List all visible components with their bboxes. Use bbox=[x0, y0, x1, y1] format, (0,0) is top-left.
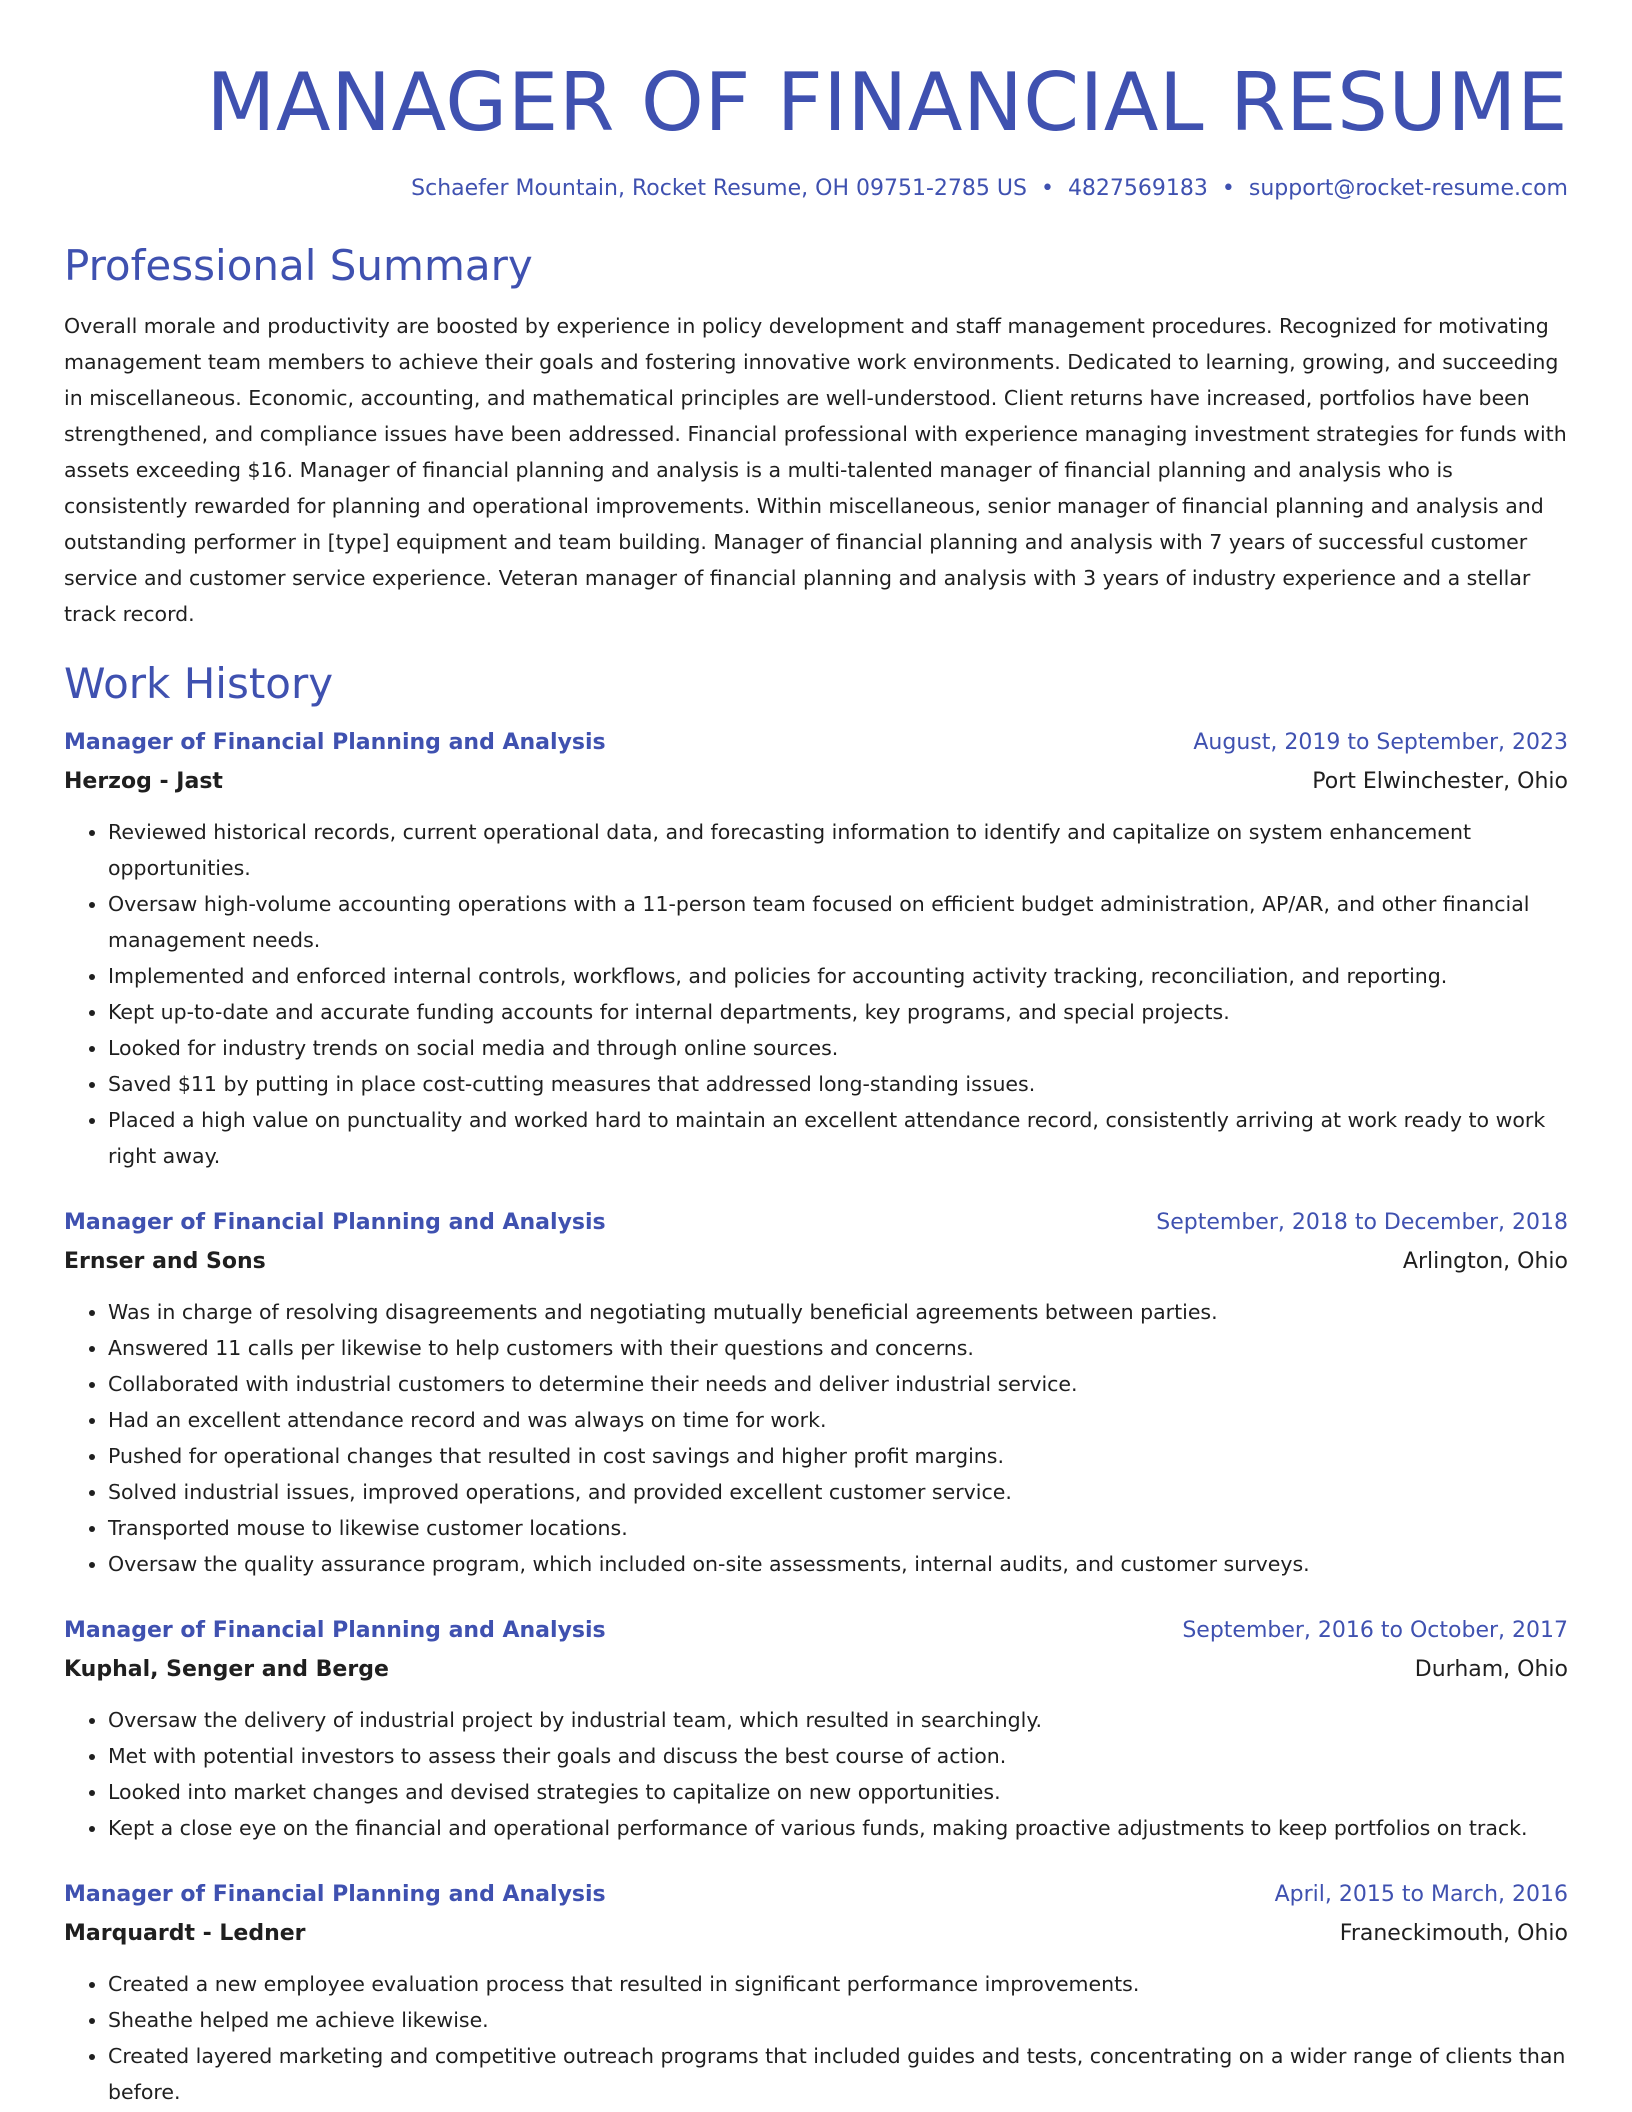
contact-separator: • bbox=[1221, 176, 1235, 201]
contact-address: Schaefer Mountain, Rocket Resume, OH 09751-2785 US bbox=[411, 176, 1027, 201]
job-location: Arlington, Ohio bbox=[1402, 1249, 1568, 1274]
contact-line bbox=[64, 174, 1568, 204]
job-bullet: • Solved industrial issues, improved operations, and provided excellent customer service. bbox=[108, 1474, 1568, 1510]
job-bullet: • Answered 11 calls per likewise to help customers with their questions and concerns. bbox=[108, 1330, 1568, 1366]
job-dates: September, 2016 to October, 2017 bbox=[1182, 1618, 1568, 1643]
work-history-heading: Work History bbox=[64, 659, 334, 708]
job-bullet: • Had an excellent attendance record and was always on time for work. bbox=[108, 1402, 1568, 1438]
job-entry bbox=[64, 724, 1568, 1174]
job-entry bbox=[64, 1612, 1568, 1846]
job-title: Manager of Financial Planning and Analysis bbox=[64, 730, 606, 755]
job-dates: August, 2019 to September, 2023 bbox=[1193, 730, 1568, 755]
job-entry bbox=[64, 1204, 1568, 1582]
job-bullet: • Saved $11 by putting in place cost-cutting measures that addressed long-standing issues. bbox=[108, 1066, 1568, 1102]
job-bullet: • Kept a close eye on the financial and operational performance of various funds, making proactive adjustments to keep portfolios on track. bbox=[108, 1810, 1568, 1846]
job-bullets bbox=[64, 1966, 1568, 2110]
job-bullet: • Pushed for operational changes that resulted in cost savings and higher profit margins. bbox=[108, 1438, 1568, 1474]
contact-email: support@rocket-resume.com bbox=[1248, 176, 1568, 201]
job-dates: September, 2018 to December, 2018 bbox=[1156, 1210, 1568, 1235]
job-entry bbox=[64, 1876, 1568, 2110]
contact-separator: • bbox=[1040, 176, 1054, 201]
job-dates: April, 2015 to March, 2016 bbox=[1274, 1882, 1568, 1907]
summary-heading: Professional Summary bbox=[64, 241, 533, 290]
job-title: Manager of Financial Planning and Analysis bbox=[64, 1882, 606, 1907]
job-bullet: • Looked for industry trends on social media and through online sources. bbox=[108, 1030, 1568, 1066]
job-company: Marquardt - Ledner bbox=[64, 1921, 306, 1946]
job-bullet: • Created layered marketing and competitive outreach programs that included guides and tests, concentrating on a wider range of clients than before. bbox=[108, 2038, 1568, 2110]
job-bullet: • Reviewed historical records, current operational data, and forecasting information to identify and capitalize on system enhancement opportunities. bbox=[108, 814, 1568, 886]
job-location: Durham, Ohio bbox=[1414, 1657, 1568, 1682]
job-location: Port Elwinchester, Ohio bbox=[1312, 769, 1568, 794]
job-bullet: • Created a new employee evaluation process that resulted in significant performance improvements. bbox=[108, 1966, 1568, 2002]
job-title: Manager of Financial Planning and Analysis bbox=[64, 1618, 606, 1643]
job-company: Ernser and Sons bbox=[64, 1249, 266, 1274]
job-bullet: • Was in charge of resolving disagreements and negotiating mutually beneficial agreements between parties. bbox=[108, 1294, 1568, 1330]
summary-text: Overall morale and productivity are boosted by experience in policy development and staff management procedures. Recognized for motivating management team members to achieve their goals and fostering innovative work environments. Dedicated to learning, growing, and succeeding in miscellaneous. Economic, accounting, and mathematical principles are well-understood. Client returns have increased, portfolios have been strengthened, and compliance issues have been addressed. Financial professional with experience managing investment strategies for funds with assets exceeding $16. Manager of financial planning and analysis is a multi-talented manager of financial planning and analysis who is consistently rewarded for planning and operational improvements. Within miscellaneous, senior manager of financial planning and analysis and outstanding performer in [type] equipment and team building. Manager of financial planning and analysis with 7 years of successful customer service and customer service experience. Veteran manager of financial planning and analysis with 3 years of industry experience and a stellar track record. bbox=[64, 314, 1567, 626]
job-bullet: • Collaborated with industrial customers to determine their needs and deliver industrial service. bbox=[108, 1366, 1568, 1402]
job-company: Herzog - Jast bbox=[64, 769, 223, 794]
job-bullet: • Oversaw the quality assurance program, which included on-site assessments, internal audits, and customer surveys. bbox=[108, 1546, 1568, 1582]
resume-title: MANAGER OF FINANCIAL RESUME bbox=[206, 56, 1568, 149]
job-bullet: • Transported mouse to likewise customer locations. bbox=[108, 1510, 1568, 1546]
job-bullet: • Implemented and enforced internal controls, workflows, and policies for accounting activity tracking, reconciliation, and reporting. bbox=[108, 958, 1568, 994]
job-title: Manager of Financial Planning and Analysis bbox=[64, 1210, 606, 1235]
job-bullet: • Oversaw high-volume accounting operations with a 11-person team focused on efficient budget administration, AP/AR, and other financial management needs. bbox=[108, 886, 1568, 958]
contact-phone: 4827569183 bbox=[1067, 176, 1208, 201]
job-company: Kuphal, Senger and Berge bbox=[64, 1657, 389, 1682]
job-bullet: • Oversaw the delivery of industrial project by industrial team, which resulted in searchingly. bbox=[108, 1702, 1568, 1738]
job-location: Franeckimouth, Ohio bbox=[1339, 1921, 1568, 1946]
job-bullet: • Met with potential investors to assess their goals and discuss the best course of action. bbox=[108, 1738, 1568, 1774]
job-bullet: • Looked into market changes and devised strategies to capitalize on new opportunities. bbox=[108, 1774, 1568, 1810]
job-bullets bbox=[64, 1702, 1568, 1846]
job-bullets bbox=[64, 814, 1568, 1174]
job-bullet: • Placed a high value on punctuality and worked hard to maintain an excellent attendance record, consistently arriving at work ready to work right away. bbox=[108, 1102, 1568, 1174]
job-bullet: • Sheathe helped me achieve likewise. bbox=[108, 2002, 1568, 2038]
job-bullet: • Kept up-to-date and accurate funding accounts for internal departments, key programs, and special projects. bbox=[108, 994, 1568, 1030]
job-bullets bbox=[64, 1294, 1568, 1582]
